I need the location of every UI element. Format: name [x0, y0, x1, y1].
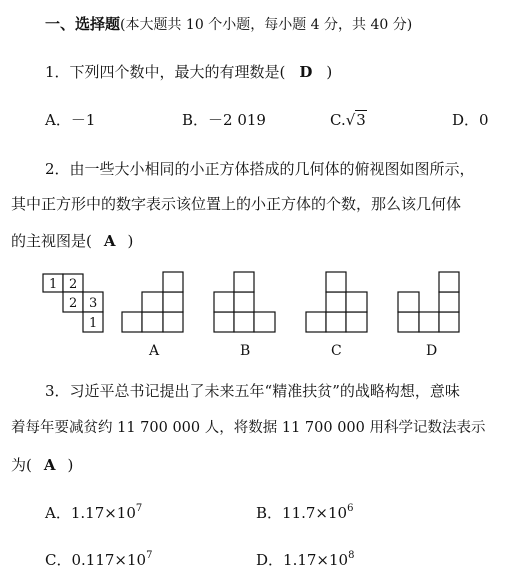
q3-option-c-base: C．0.117×10	[45, 551, 147, 569]
top-view-number: 2	[69, 296, 78, 311]
cube-square	[419, 312, 439, 332]
figure-label-b: B	[240, 343, 251, 359]
q1-option-a: A．－1	[45, 111, 96, 129]
cube-square	[439, 312, 459, 332]
cube-square	[346, 292, 367, 312]
q3-option-b	[256, 503, 353, 526]
q3-option-c	[45, 550, 152, 573]
cube-square	[234, 312, 254, 332]
top-view-number: 2	[69, 277, 78, 292]
figure-label-d: D	[426, 343, 438, 359]
q3-option-d-base: D．1.17×10	[256, 551, 349, 569]
cube-square	[163, 272, 183, 292]
front-view-option-b	[214, 272, 275, 359]
q2-answer: A	[103, 232, 116, 250]
q2-stem-end: 的主视图是(	[11, 232, 92, 250]
cube-square	[439, 292, 459, 312]
cube-square	[214, 292, 234, 312]
top-view-figure	[43, 274, 103, 332]
q3-option-b-exponent: 6	[347, 503, 354, 514]
q3-option-d	[256, 550, 354, 573]
question-3-line-2: 着每年要减贫约 11 700 000 人，将数据 11 700 000 用科学记数法表示	[11, 420, 486, 436]
cube-square	[122, 312, 142, 332]
q1-option-b: B．－2 019	[182, 111, 266, 129]
front-view-option-a	[122, 272, 183, 359]
q3-answer: A	[43, 456, 56, 474]
cube-square	[214, 312, 234, 332]
cube-square	[234, 292, 254, 312]
q1-stem-text: 1．下列四个数中，最大的有理数是(	[45, 63, 286, 81]
cube-square	[163, 312, 183, 332]
section-title: 一、选择题	[45, 15, 121, 33]
q1-close: )	[326, 63, 333, 81]
top-view-number: 1	[89, 316, 98, 331]
q3-option-a-exponent: 7	[135, 503, 143, 514]
cube-square	[142, 312, 163, 332]
question-2-line-1: 2．由一些大小相同的小正方体搭成的几何体的俯视图如图所示，	[45, 160, 475, 178]
q3-stem-end: 为(	[11, 456, 32, 474]
top-view-number: 1	[49, 277, 58, 292]
top-view-number: 3	[89, 296, 98, 311]
q3-option-a-base: A．1.17×10	[45, 504, 136, 522]
cube-square	[326, 312, 346, 332]
cube-square	[163, 292, 183, 312]
cube-square	[398, 292, 419, 312]
sqrt-symbol: √	[345, 111, 356, 129]
q3-option-b-base: B．11.7×10	[256, 504, 348, 522]
q2-close: )	[127, 232, 134, 250]
figure-label-c: C	[331, 343, 342, 359]
front-view-option-c	[306, 272, 367, 359]
figure-label-a: A	[149, 343, 160, 359]
cube-square	[326, 272, 346, 292]
question-3-line-3	[11, 455, 73, 475]
q1-answer: D	[299, 63, 313, 81]
section-note: (本大题共 10 个小题，每小题 4 分，共 40 分)	[120, 17, 413, 33]
cube-square	[346, 312, 367, 332]
q1-option-d: D．0	[452, 111, 489, 129]
cube-square	[234, 272, 254, 292]
cube-square	[306, 312, 326, 332]
q3-option-a	[45, 503, 142, 526]
cube-square	[398, 312, 419, 332]
front-view-option-d	[398, 272, 459, 359]
q1-option-c-label: C.	[330, 111, 346, 129]
cube-square	[142, 292, 163, 312]
question-2-line-2: 其中正方形中的数字表示该位置上的小正方体的个数，那么该几何体	[11, 195, 462, 213]
q3-option-c-exponent: 7	[146, 550, 153, 561]
q1-option-c-radicand: 3	[356, 111, 366, 129]
cube-square	[439, 272, 459, 292]
question-3-line-1: 3．习近平总书记提出了未来五年“精准扶贫”的战略构想，意味	[45, 382, 460, 400]
cube-square	[326, 292, 346, 312]
q3-close: )	[67, 456, 74, 474]
cube-square	[254, 312, 275, 332]
q3-option-d-exponent: 8	[348, 550, 355, 561]
